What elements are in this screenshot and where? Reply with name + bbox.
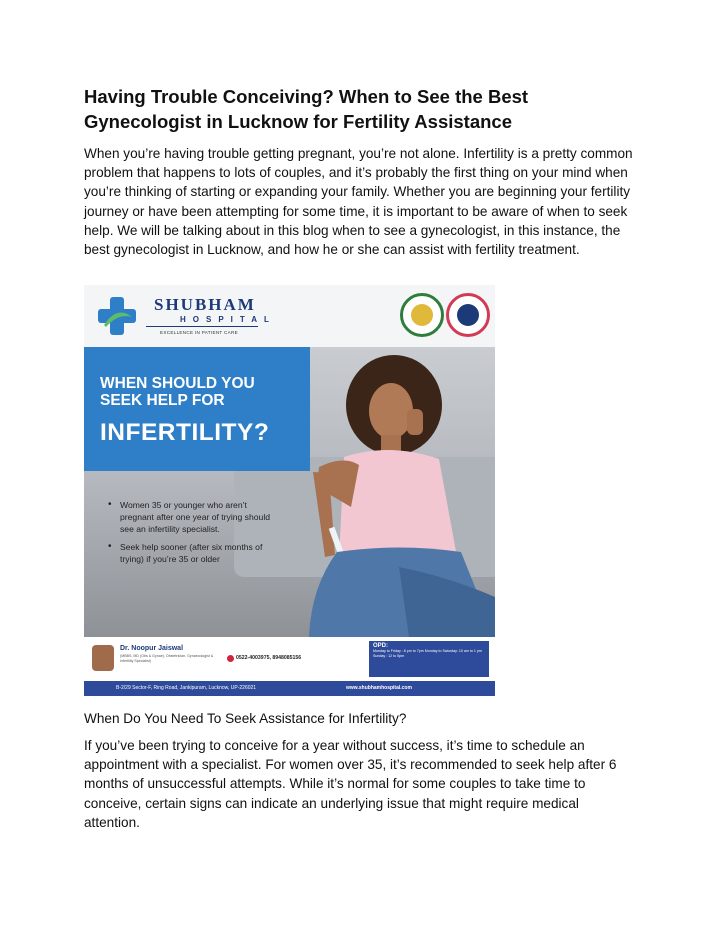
hospital-address: B-2/29 Sector-F, Ring Road, Jankipuram, Lucknow, UP-226021 [116,685,257,691]
logo-sub: HOSPITAL [180,315,276,324]
phone-numbers: 0522-4003975, 8948085156 [236,655,302,661]
woman-on-phone-illustration [289,347,495,637]
opd-hours: Monday to Friday : 8 pm to 7pm Monday to Saturday: 10 am to 1 pm Sunday : 12 to 5pm [373,649,482,658]
doctor-credentials: (MBBS, MD (Obs & Gynae), Obstetrician, Gynaecologist & Infertility Specialist) [120,654,214,663]
body-paragraph: If you’ve been trying to conceive for a year without success, it’s time to schedule an appointment with a specialist. For women over 35, it’s recommended to seek help after 6 months of unsuccessful attempts. While it’s normal for some couples to take time to conceive, certain signs can indicate an underlying issue that might require medical attention. [84,738,617,830]
opd-label: OPD: [373,643,388,649]
logo-tagline: EXCELLENCE IN PATIENT CARE [160,330,238,335]
banner-headline-line1: WHEN SHOULD YOU SEEK HELP FOR [100,375,255,409]
banner-footer [84,637,495,696]
accreditation-seal-icon [400,293,444,337]
article-title: Having Trouble Conceiving? When to See the Best Gynecologist in Lucknow for Fertility Assistance [84,86,529,132]
banner-headline-infertility: INFERTILITY? [100,419,270,446]
opd-hours-box [369,641,489,677]
phone-icon [227,655,234,662]
doctor-avatar [92,645,114,671]
hospital-cross-logo-icon [96,295,138,337]
banner-bullet: • Women 35 or younger who aren’t pregnant after one year of trying should see an infertility specialist. [108,499,278,535]
section-subheading: When Do You Need To Seek Assistance for Infertility? [84,711,407,726]
intro-paragraph: When you’re having trouble getting pregnant, you’re not alone. Infertility is a pretty common problem that happens to lots of couples, and it’s probably the first thing on your mind when you’re thinking of starting or expanding your family. Whether you are beginning your fertility journey or have been attempting for some time, it is important to be aware of when to seek help. We will be talking about in this blog when to see a gynecologist, in this instance, the best gynecologist in Lucknow, and how he or she can assist with fertility treatment. [84,146,633,258]
hospital-website: www.shubhamhospital.com [346,685,412,691]
address-bar [84,681,495,696]
doctor-name: Dr. Noopur Jaiswal [120,645,184,652]
logo-name: SHUBHAM [154,295,256,314]
headline-box [84,347,310,471]
banner-bullet-list [108,499,278,571]
infertility-banner-image [84,285,495,696]
banner-header [84,285,495,347]
banner-bullet: • Seek help sooner (after six months of trying) if you’re 35 or older [108,541,278,565]
accreditation-seal-icon [446,293,490,337]
logo-divider [146,326,258,327]
